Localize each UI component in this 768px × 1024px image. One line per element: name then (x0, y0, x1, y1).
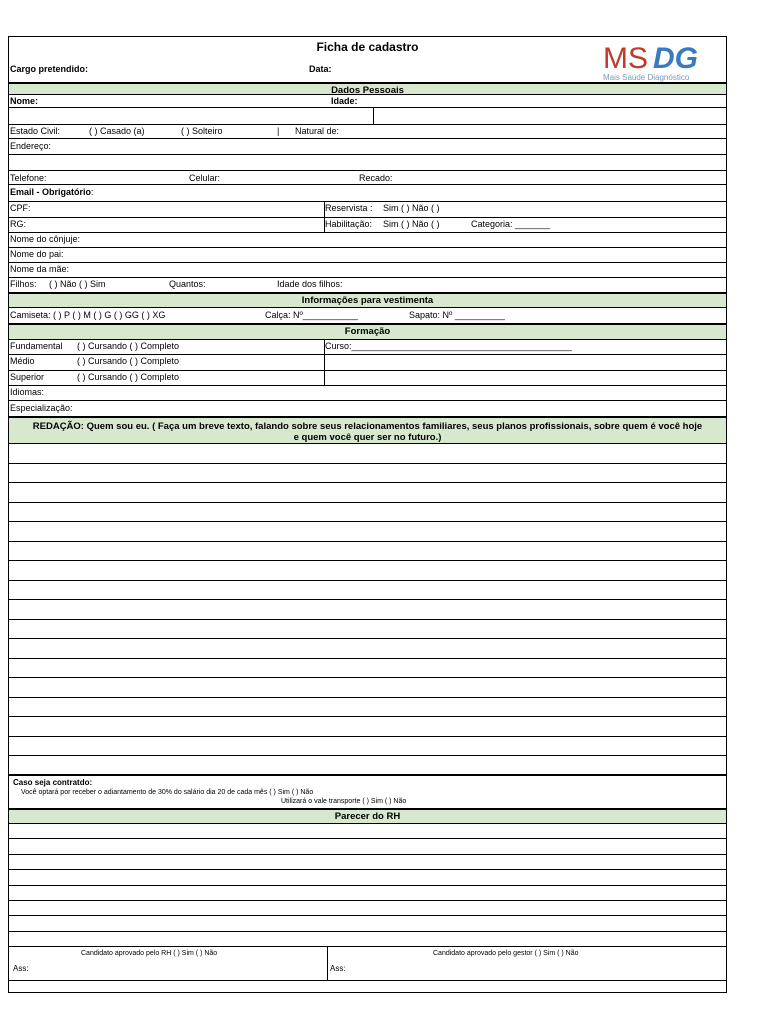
logo-graphic (601, 38, 721, 86)
nivel-label: Superior (10, 372, 45, 382)
redacao-line[interactable] (9, 600, 726, 620)
column-divider (324, 355, 325, 370)
habilitacao-options[interactable]: Sim ( ) Não ( ) (383, 219, 440, 229)
aprovado-gestor[interactable]: Candidato aprovado pelo gestor ( ) Sim ( ) Não (433, 950, 579, 957)
section-title: Formação (344, 326, 391, 337)
nivel-label: Fundamental (10, 341, 63, 351)
email-label-wrap (10, 188, 94, 197)
column-divider (324, 371, 325, 385)
telefone-row[interactable] (9, 171, 726, 185)
formacao-row-medio[interactable] (9, 355, 726, 371)
rg-label: RG: (10, 219, 27, 229)
recado-label: Recado: (359, 173, 393, 183)
nivel-options[interactable]: ( ) Cursando ( ) Completo (77, 341, 180, 351)
camiseta-options[interactable]: Camiseta: ( ) P ( ) M ( ) G ( ) GG ( ) XG (10, 310, 166, 320)
parecer-line[interactable] (9, 916, 726, 931)
filhos-row[interactable] (9, 278, 726, 293)
nome-row[interactable] (9, 95, 726, 108)
logo-subtitle: Mais Saúde Diagnóstico (603, 73, 690, 82)
estado-civil-row[interactable] (9, 125, 726, 139)
column-divider (327, 947, 328, 980)
redacao-line[interactable] (9, 444, 726, 464)
especializacao-label: Especialização: (10, 403, 73, 413)
nivel-options[interactable]: ( ) Cursando ( ) Completo (77, 356, 180, 366)
rg-row[interactable] (9, 218, 726, 233)
redacao-line[interactable] (9, 503, 726, 523)
redacao-line[interactable] (9, 542, 726, 562)
solteiro-option[interactable]: ( ) Solteiro (181, 126, 223, 136)
reservista-label: Reservista : (325, 203, 373, 213)
parecer-line[interactable] (9, 886, 726, 901)
vestimenta-row[interactable] (9, 308, 726, 324)
nome-label: Nome: (10, 96, 39, 106)
redacao-instructions (9, 418, 726, 443)
parecer-line[interactable] (9, 824, 726, 839)
redacao-line2: e quem você quer ser no futuro.) (293, 432, 442, 443)
email-row[interactable] (9, 185, 726, 202)
reservista-options[interactable]: Sim ( ) Não ( ) (383, 203, 440, 213)
nivel-label: Médio (10, 356, 35, 366)
redacao-line[interactable] (9, 659, 726, 679)
celular-label: Celular: (189, 173, 221, 183)
aprovado-rh[interactable]: Candidato aprovado pelo RH ( ) Sim ( ) Não (81, 950, 218, 957)
redacao-line[interactable] (9, 639, 726, 659)
parecer-line[interactable] (9, 901, 726, 916)
ass-right-label: Ass: (330, 964, 346, 973)
section-dados-pessoais (9, 83, 726, 95)
column-divider (373, 108, 374, 124)
cpf-label: CPF: (10, 203, 31, 213)
sapato-field[interactable]: Sapato: Nº __________ (409, 310, 505, 320)
estado-civil-label: Estado Civil: (10, 126, 61, 136)
redacao-line[interactable] (9, 464, 726, 484)
section-redacao (9, 417, 726, 444)
telefone-label: Telefone: (10, 173, 47, 183)
data-label: Data: (309, 64, 332, 74)
parecer-line[interactable] (9, 870, 726, 885)
form-title: Ficha de cadastro (316, 40, 419, 54)
adiantamento-question[interactable]: Você optará por receber o adiantamento de 30% do salário dia 20 de cada mês ( ) Sim ( ) Não (21, 789, 314, 796)
transporte-question[interactable]: Utilizará o vale transporte ( ) Sim ( ) Não (281, 798, 407, 805)
especializacao-row[interactable] (9, 401, 726, 417)
idade-filhos-label: Idade dos filhos: (277, 279, 343, 289)
formacao-row-superior[interactable] (9, 371, 726, 386)
redacao-line[interactable] (9, 698, 726, 718)
mae-row[interactable] (9, 263, 726, 278)
conjuge-label: Nome do cônjuje: (10, 234, 81, 244)
redacao-line[interactable] (9, 717, 726, 737)
endereco-blank-row[interactable] (9, 155, 726, 171)
email-colon: : (91, 187, 94, 197)
contratado-box (9, 775, 726, 809)
registration-form (8, 36, 727, 993)
redacao-line[interactable] (9, 581, 726, 601)
cargo-label: Cargo pretendido: (10, 64, 88, 74)
ass-left-label: Ass: (13, 964, 29, 973)
redacao-line[interactable] (9, 620, 726, 640)
endereco-label: Endereço: (10, 141, 52, 151)
logo-dg: DG (653, 42, 698, 75)
cpf-row[interactable] (9, 202, 726, 218)
conjuge-row[interactable] (9, 233, 726, 248)
form-header (9, 37, 726, 83)
section-title: Dados Pessoais (331, 85, 404, 96)
nome-blank-row[interactable] (9, 108, 726, 125)
company-logo (601, 38, 721, 86)
idiomas-row[interactable] (9, 386, 726, 401)
quantos-label: Quantos: (169, 279, 206, 289)
nivel-options[interactable]: ( ) Cursando ( ) Completo (77, 372, 180, 382)
pai-row[interactable] (9, 248, 726, 263)
formacao-row-fundamental[interactable] (9, 340, 726, 355)
idiomas-label: Idiomas: (10, 387, 45, 397)
section-parecer (9, 809, 726, 824)
casado-option[interactable]: ( ) Casado (a) (89, 126, 145, 136)
section-title: Parecer do RH (334, 811, 401, 822)
separator: | (277, 126, 280, 136)
parecer-line[interactable] (9, 839, 726, 854)
redacao-line[interactable] (9, 678, 726, 698)
redacao-line[interactable] (9, 756, 726, 775)
redacao-line[interactable] (9, 737, 726, 757)
section-title: Informações para vestimenta (301, 295, 434, 306)
redacao-line[interactable] (9, 522, 726, 542)
section-formacao (9, 324, 726, 340)
habilitacao-label: Habilitação: (325, 219, 373, 229)
aprovacao-row (9, 947, 726, 981)
contratado-title: Caso seja contratdo: (13, 778, 93, 787)
redacao-line[interactable] (9, 561, 726, 581)
parecer-line[interactable] (9, 932, 726, 947)
filhos-options[interactable]: ( ) Não ( ) Sim (49, 279, 106, 289)
logo-ms: MS (603, 42, 648, 75)
section-vestimenta (9, 293, 726, 308)
email-label: Email - Obrigatório (10, 187, 92, 197)
calca-field[interactable]: Calça: Nº___________ (265, 310, 358, 320)
parecer-line[interactable] (9, 855, 726, 870)
pai-label: Nome do pai: (10, 249, 64, 259)
redacao-line[interactable] (9, 483, 726, 503)
natural-label: Natural de: (295, 126, 340, 136)
curso-field[interactable]: Curso:____________________________________________ (325, 341, 572, 351)
redacao-line1: REDAÇÃO: Quem sou eu. ( Faça um breve texto, falando sobre seus relacionamentos familiares, seus planos profissionais, sobre quem é você hoje (32, 421, 703, 432)
filhos-label: Filhos: (10, 279, 37, 289)
categoria-label: Categoria: _______ (471, 219, 551, 229)
endereco-row[interactable] (9, 139, 726, 155)
idade-label: Idade: (331, 96, 358, 106)
mae-label: Nome da mãe: (10, 264, 70, 274)
